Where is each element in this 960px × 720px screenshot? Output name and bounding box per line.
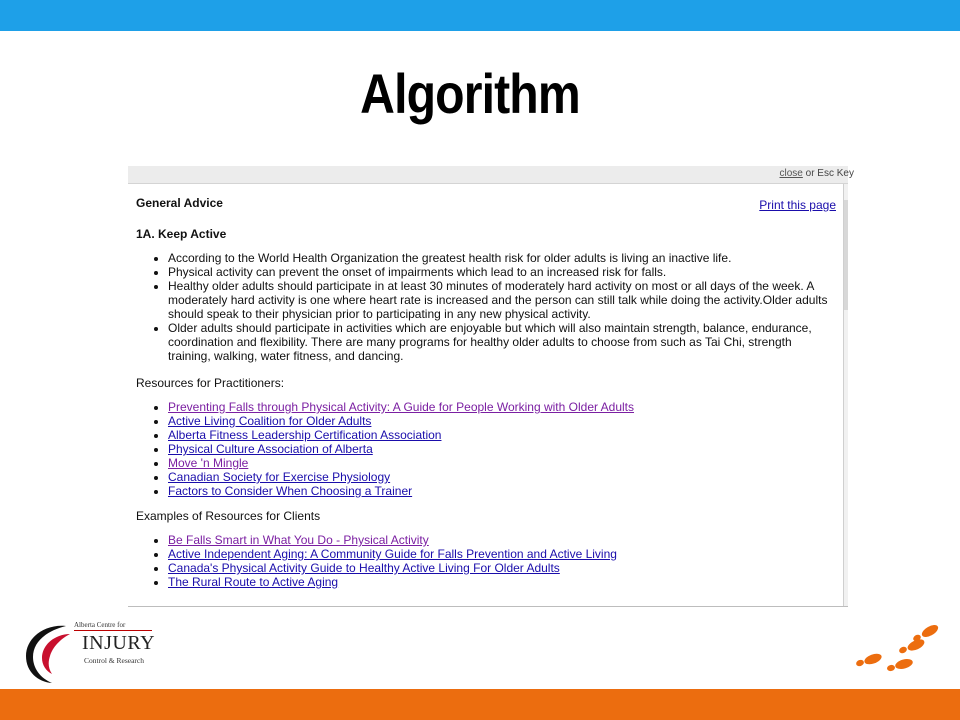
keep-active-heading: 1A. Keep Active (136, 227, 227, 241)
practitioner-link-choosing-trainer[interactable]: Factors to Consider When Choosing a Trainer (168, 484, 413, 498)
logo-swoosh-icon (22, 620, 82, 686)
window-top-bar (128, 166, 854, 184)
list-item (168, 547, 836, 561)
vertical-scrollbar[interactable] (843, 184, 848, 606)
advice-item: • Physical activity can prevent the onset of impairments which lead to an increased risk for falls. (168, 265, 836, 279)
advice-list (136, 251, 836, 363)
list-item (168, 484, 836, 498)
list-item (168, 456, 836, 470)
list-item (168, 561, 836, 575)
list-item (168, 533, 836, 547)
logo-line-3: Control & Research (84, 656, 144, 665)
logo-line-2: INJURY (82, 632, 156, 654)
advice-item: • According to the World Health Organization the greatest health risk for older adults is living an inactive life. (168, 251, 836, 265)
client-link-rural-route[interactable]: The Rural Route to Active Aging (168, 575, 339, 589)
list-item (168, 428, 836, 442)
injury-centre-logo (22, 620, 162, 686)
practitioner-link-active-living-coalition[interactable]: Active Living Coalition for Older Adults (168, 414, 372, 428)
practitioner-link-physical-culture[interactable]: Physical Culture Association of Alberta (168, 442, 373, 456)
close-link[interactable]: close (779, 168, 803, 179)
list-item (168, 575, 836, 589)
practitioner-link-move-n-mingle[interactable]: Move 'n Mingle (168, 456, 249, 470)
practitioner-link-exercise-physiology[interactable]: Canadian Society for Exercise Physiology (168, 470, 391, 484)
clients-label: Examples of Resources for Clients (136, 509, 321, 523)
practitioner-link-fitness-leadership[interactable]: Alberta Fitness Leadership Certification Association (168, 428, 442, 442)
footprints-icon (846, 622, 942, 674)
bottom-accent-bar (0, 689, 960, 720)
list-item (168, 400, 836, 414)
page-content (136, 196, 836, 600)
advice-item: • Healthy older adults should participate in at least 30 minutes of moderately hard activity on most or all days of the week. A moderately hard activity is one where heart rate is increased and the person can still talk while doing the activity.Older adults should speak to their physician prior to participating in any new physical activity. (168, 279, 836, 321)
client-link-activity-guide[interactable]: Canada's Physical Activity Guide to Healthy Active Living For Older Adults (168, 561, 560, 575)
client-link-falls-smart[interactable]: Be Falls Smart in What You Do - Physical Activity (168, 533, 429, 547)
list-item (168, 414, 836, 428)
practitioner-link-preventing-falls[interactable]: Preventing Falls through Physical Activity: A Guide for People Working with Older Adults (168, 400, 635, 414)
client-link-independent-aging[interactable]: Active Independent Aging: A Community Guide for Falls Prevention and Active Living (168, 547, 617, 561)
client-links-list (136, 533, 836, 589)
list-item (168, 442, 836, 456)
slide-title: Algorithm (360, 62, 580, 125)
top-accent-bar (0, 0, 960, 31)
logo-line-1: Alberta Centre for (74, 621, 126, 629)
logo-divider (74, 630, 152, 631)
general-advice-heading: General Advice (136, 196, 223, 210)
advice-item: • Older adults should participate in activities which are enjoyable but which will also maintain strength, balance, endurance, coordination and flexibility. There are many programs for healthy older adults to choose from such as Tai Chi, strength training, walking, water fitness, and dancing. (168, 321, 836, 363)
print-page-link[interactable]: Print this page (759, 198, 836, 212)
practitioners-label: Resources for Practitioners: (136, 376, 285, 390)
practitioner-links-list (136, 400, 836, 498)
close-hint (780, 168, 855, 179)
scrollbar-thumb[interactable] (844, 200, 848, 310)
list-item (168, 470, 836, 484)
screenshot-window (128, 166, 854, 607)
esc-key-hint: or Esc Key (802, 168, 854, 179)
